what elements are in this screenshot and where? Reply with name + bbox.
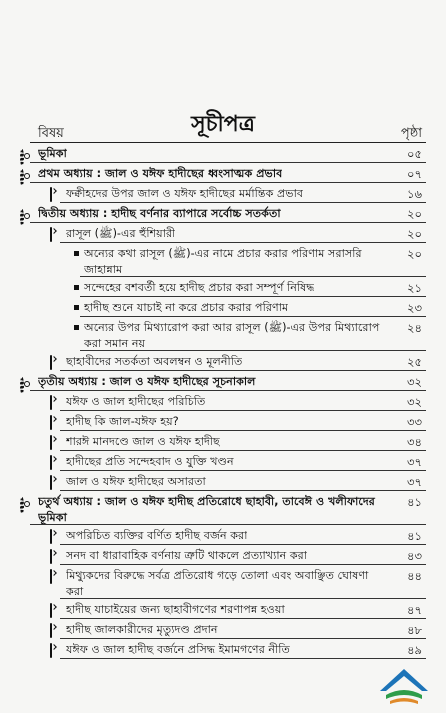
chevron-right-icon xyxy=(50,475,52,490)
column-header-topic: বিষয় xyxy=(38,126,64,141)
toc-entry-title: চতুর্থ অধ্যায় : জাল ও যঈফ হাদীছ প্রতিরোধে ছাহাবী, তাবেঈ ও খলীফাদের ভূমিকা xyxy=(38,495,375,524)
toc-entry[interactable] xyxy=(0,526,446,546)
entry-divider xyxy=(60,618,426,619)
chevron-right-icon xyxy=(50,415,52,430)
toc-entry[interactable] xyxy=(0,472,446,492)
toc-entry[interactable] xyxy=(0,546,446,566)
entry-divider xyxy=(60,370,426,371)
chevron-right-icon xyxy=(50,435,52,450)
toc-entry-page: ২৫ xyxy=(407,355,422,369)
toc-entry-page: ১৬ xyxy=(407,187,422,201)
toc-entry-title: সন্দেহের বশবর্তী হয়ে হাদীছ প্রচার করা সম্পূর্ণ নিষিদ্ধ xyxy=(84,281,315,294)
toc-list xyxy=(0,144,446,660)
toc-entry-title: সনদ বা ধারাবাহিক বর্ণনায় ত্রুটি থাকলে প্রত্যাখ্যান করা xyxy=(66,549,308,562)
entry-divider xyxy=(60,638,426,639)
toc-entry-page: ৪৩ xyxy=(407,549,422,563)
square-bullet-icon xyxy=(74,285,79,290)
entry-divider xyxy=(60,450,426,451)
toc-entry[interactable] xyxy=(0,144,446,164)
toc-entry[interactable] xyxy=(0,432,446,452)
entry-divider xyxy=(60,658,426,659)
entry-divider xyxy=(30,222,426,223)
toc-entry-page: ৪৭ xyxy=(407,603,422,617)
toc-entry-page: ২০ xyxy=(407,207,422,221)
toc-entry-page: ৩৪ xyxy=(407,435,422,449)
toc-entry-title: মিথ্যুকদের বিরুদ্ধে সর্বত্র প্রতিরোধ গড়ে তোলা এবং অবাঞ্ছিত ঘোষণা করা xyxy=(66,569,369,598)
toc-entry-title: ভূমিকা xyxy=(38,147,67,160)
toc-entry-page: ৩২ xyxy=(407,395,422,409)
toc-entry-page: ৩৭ xyxy=(407,475,422,489)
toc-entry-page: ২০ xyxy=(407,247,422,261)
entry-divider xyxy=(60,430,426,431)
toc-entry-page: ২০ xyxy=(407,227,422,241)
header-divider xyxy=(30,142,426,143)
toc-entry-title: দ্বিতীয় অধ্যায় : হাদীছ বর্ণনার ব্যাপারে সর্বোচ্চ সতর্কতা xyxy=(38,207,281,220)
toc-entry[interactable] xyxy=(0,600,446,620)
toc-entry[interactable] xyxy=(0,204,446,224)
chevron-right-icon xyxy=(50,603,52,618)
entry-divider xyxy=(60,242,426,243)
toc-entry-page: ৪৯ xyxy=(407,643,422,657)
toc-entry-page: ৪১ xyxy=(407,495,422,509)
toc-entry-page: ৩৭ xyxy=(407,455,422,469)
square-bullet-icon xyxy=(74,251,79,256)
entry-divider xyxy=(80,276,426,277)
entry-divider xyxy=(30,182,426,183)
toc-entry-title: যঈফ ও জাল হাদীছ বর্জনে প্রসিদ্ধ ইমামগণের নীতি xyxy=(66,643,290,656)
toc-entry[interactable] xyxy=(0,392,446,412)
toc-entry[interactable] xyxy=(0,620,446,640)
toc-entry[interactable] xyxy=(0,372,446,392)
toc-entry-title: যঈফ ও জাল হাদীছের পরিচিতি xyxy=(66,395,206,408)
toc-entry-page: ৩৩ xyxy=(407,415,422,429)
toc-entry-title: অন্যের উপর মিথ্যারোপ করা আর রাসূল (ﷺ)-এর উপর মিথ্যারোপ করা সমান নয় xyxy=(84,321,380,350)
toc-entry[interactable] xyxy=(0,164,446,184)
toc-entry-title: হাদীছ যাচাইয়ের জন্য ছাহাবীগণের শরণাপন্ন হওয়া xyxy=(66,603,285,616)
chevron-right-icon xyxy=(50,643,52,658)
toc-entry-page: ৪১ xyxy=(407,529,422,543)
toc-entry-title: তৃতীয় অধ্যায় : জাল ও যঈফ হাদীছের সূচনাকাল xyxy=(38,375,256,388)
toc-entry[interactable] xyxy=(0,640,446,660)
entry-divider xyxy=(30,162,426,163)
chevron-right-icon xyxy=(50,549,52,564)
toc-entry-page: ০৭ xyxy=(407,167,422,181)
chevron-right-icon xyxy=(50,569,52,584)
toc-entry-title: হাদীছ জালকারীদের মৃত্যুদণ্ড প্রদান xyxy=(66,623,218,636)
toc-entry[interactable] xyxy=(0,566,446,600)
entry-divider xyxy=(30,390,426,391)
chevron-right-icon xyxy=(50,355,52,370)
toc-entry-title: রাসূল (ﷺ)-এর হুঁশিয়ারী xyxy=(66,227,176,240)
toc-entry-page: ০৫ xyxy=(407,147,422,161)
entry-divider xyxy=(80,296,426,297)
entry-divider xyxy=(80,316,426,317)
toc-entry-page: ২৩ xyxy=(407,301,422,315)
toc-entry-title: অপরিচিত ব্যক্তির বর্ণিত হাদীছ বর্জন করা xyxy=(66,529,248,542)
toc-entry-title: হাদীছ শুনে যাচাই না করে প্রচার করার পরিণাম xyxy=(84,301,289,314)
entry-divider xyxy=(80,350,426,351)
publisher-logo xyxy=(376,661,432,705)
toc-entry-title: হাদীছ কি জাল-যঈফ হয়? xyxy=(66,415,179,428)
chevron-right-icon xyxy=(50,623,52,638)
chevron-right-icon xyxy=(50,395,52,410)
toc-entry-page: ৪৪ xyxy=(407,569,422,583)
toc-entry-page: ৪৮ xyxy=(407,623,422,637)
toc-entry-title: শারঈ মানদণ্ডে জাল ও যঈফ হাদীছ xyxy=(66,435,220,448)
chevron-right-icon xyxy=(50,187,52,202)
square-bullet-icon xyxy=(74,305,79,310)
toc-entry[interactable] xyxy=(0,412,446,432)
entry-divider xyxy=(60,544,426,545)
toc-entry-title: ফক্বীহদের উপর জাল ও যঈফ হাদীছের মর্মান্তিক প্রভাব xyxy=(66,187,304,200)
toc-entry[interactable] xyxy=(0,224,446,244)
gear-icon xyxy=(20,497,24,514)
toc-entry-page: ৩২ xyxy=(407,375,422,389)
entry-divider xyxy=(60,490,426,491)
toc-entry[interactable] xyxy=(0,278,446,298)
toc-entry[interactable] xyxy=(0,298,446,318)
toc-entry[interactable] xyxy=(0,492,446,526)
entry-divider xyxy=(60,564,426,565)
toc-entry-title: অন্যের কথা রাসূল (ﷺ)-এর নামে প্রচার করার পরিণাম সরাসরি জাহান্নাম xyxy=(84,247,362,276)
toc-entry-page: ২৪ xyxy=(407,321,422,335)
toc-entry[interactable] xyxy=(0,244,446,278)
entry-divider xyxy=(60,598,426,599)
column-header-page: পৃষ্ঠা xyxy=(400,126,422,141)
toc-entry-title: ছাহাবীদের সতর্কতা অবলম্বন ও মূলনীতি xyxy=(66,355,243,368)
toc-entry-title: জাল ও যঈফ হাদীছের অসারতা xyxy=(66,475,206,488)
chevron-right-icon xyxy=(50,455,52,470)
toc-entry[interactable] xyxy=(0,318,446,352)
toc-entry-title: প্রথম অধ্যায় : জাল ও যঈফ হাদীছের ধ্বংসাত্মক প্রভাব xyxy=(38,167,283,180)
toc-entry-title: হাদীছের প্রতি সন্দেহবাদ ও যুক্তি খণ্ডন xyxy=(66,455,234,468)
square-bullet-icon xyxy=(74,325,79,330)
entry-divider xyxy=(30,524,426,525)
page-title: সূচীপত্র xyxy=(191,111,255,137)
chevron-right-icon xyxy=(50,227,52,242)
entry-divider xyxy=(60,470,426,471)
chevron-right-icon xyxy=(50,529,52,544)
entry-divider xyxy=(60,410,426,411)
toc-entry[interactable] xyxy=(0,452,446,472)
toc-entry[interactable] xyxy=(0,352,446,372)
toc-entry-page: ২১ xyxy=(407,281,422,295)
toc-entry[interactable] xyxy=(0,184,446,204)
entry-divider xyxy=(60,202,426,203)
